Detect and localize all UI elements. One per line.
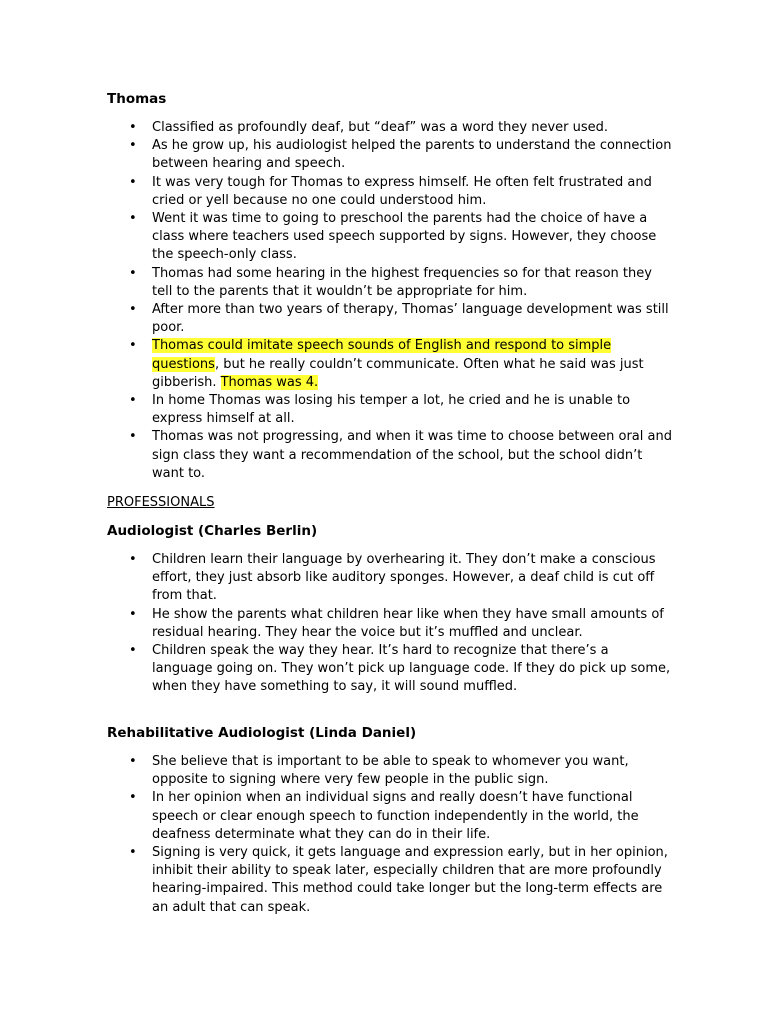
list-item [0,753,672,789]
thomas-bullet-list [0,119,768,483]
list-item-text: Went it was time to going to preschool the parents had the choice of have a class where teachers used speech supported by signs. However, they choose the speech-only class. [152,211,657,263]
list-item [0,119,672,137]
list-item-text: After more than two years of therapy, Thomas’ language development was still poor. [152,302,669,336]
list-item-text: Children speak the way they hear. It’s hard to recognize that there’s a language going on. They won’t pick up language code. If they do pick up some, when they have something to say, it will sound muffled. [152,643,671,695]
list-item [0,265,672,301]
list-item [0,428,672,483]
list-item [0,606,672,642]
list-item-text: It was very tough for Thomas to express himself. He often felt frustrated and cried or yell because no one could understood him. [152,174,652,208]
list-item-text: , but he really couldn’t communicate. Often what he said was just gibberish. [152,356,644,390]
list-item-text: She believe that is important to be able to speak to whomever you want, opposite to signing where very few people in the public sign. [152,754,629,788]
list-item-text: Classified as profoundly deaf, but “deaf” was a word they never used. [152,120,609,135]
highlighted-text: Thomas was 4. [220,374,319,390]
list-item-text: Children learn their language by overhearing it. They don’t make a conscious effort, they just absorb like auditory sponges. However, a deaf child is cut off from that. [152,552,656,604]
heading-rehabilitative-audiologist: Rehabilitative Audiologist (Linda Daniel) [107,725,417,741]
section-label-professionals: PROFESSIONALS [107,495,215,510]
list-item [0,210,672,265]
list-item [0,392,672,428]
list-item-text: He show the parents what children hear like when they have small amounts of residual hearing. They hear the voice but it’s muffled and unclear. [152,606,664,640]
list-item [0,137,672,173]
heading-audiologist: Audiologist (Charles Berlin) [107,523,318,539]
list-item [0,174,672,210]
audiologist-bullet-list [0,551,768,697]
list-item-text: As he grow up, his audiologist helped the parents to understand the connection between hearing and speech. [152,138,672,172]
rehab-bullet-list [0,753,768,917]
list-item [0,337,672,392]
heading-thomas: Thomas [107,91,167,107]
list-item [0,642,672,697]
list-item [0,551,672,606]
list-item [0,789,672,844]
list-item-text: In her opinion when an individual signs and really doesn’t have functional speech or clear enough speech to function independently in the world, the deafness determinate what they can do in their life. [152,790,639,842]
highlighted-text: Thomas could imitate speech sounds of English and respond to simple questions [152,338,612,372]
list-item-text: In home Thomas was losing his temper a lot, he cried and he is unable to express himself at all. [152,393,631,427]
list-item-text: Thomas was not progressing, and when it was time to choose between oral and sign class they want a recommendation of the school, but the school didn’t want to. [152,429,672,481]
list-item-text: Thomas had some hearing in the highest frequencies so for that reason they tell to the parents that it wouldn’t be appropriate for him. [152,265,652,299]
list-item [0,844,672,917]
list-item [0,301,672,337]
list-item-text: Signing is very quick, it gets language and expression early, but in her opinion, inhibit their ability to speak later, especially children that are more profoundly hearing-impaired. This method could take longer but the long-term effects are an adult that can speak. [152,845,668,915]
